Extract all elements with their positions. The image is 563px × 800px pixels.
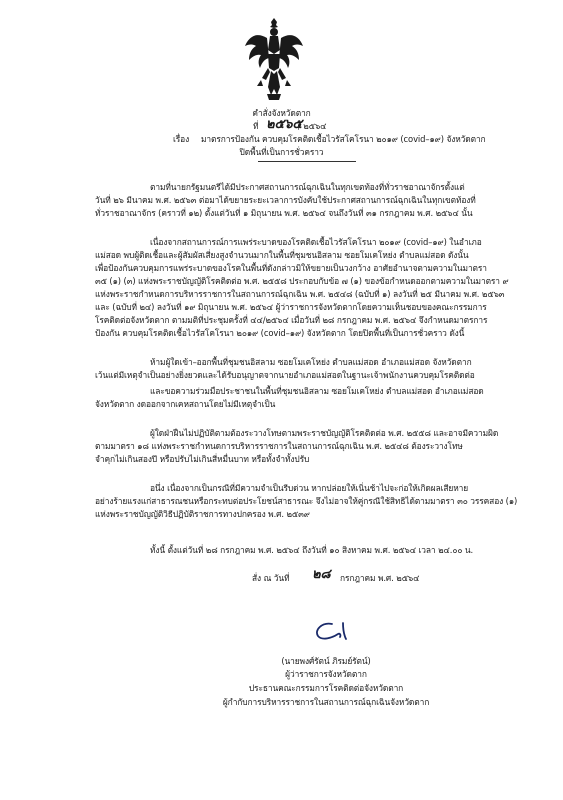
paragraph-line: วันที่ ๒๖ มีนาคม พ.ศ. ๒๕๖๓ ต่อมาได้ขยายระยะเวลาการบังคับใช้ประกาศสถานการณ์ฉุกเฉินในทุกเขตท้องที่ [95,195,476,205]
paragraph-line: เว้นแต่มีเหตุจำเป็นอย่างยิ่งยวดและได้รับอนุญาตจากนายอำเภอแม่สอดในฐานะเจ้าพนักงานควบคุมโรคติดต่อ [95,370,475,380]
paragraph-line: แม่สอด พบผู้ติดเชื้อและผู้สัมผัสเสี่ยงสูงจำนวนมากในพื้นที่ชุมชนอิสลาม ซอยโมเคโหย่ง ตำบลแม่สอด ดังนั้น [95,250,469,260]
order-title: คำสั่งจังหวัดตาก [252,108,311,118]
paragraph-line: จำคุกไม่เกินสองปี หรือปรับไม่เกินสี่หมื่นบาท หรือทั้งจำทั้งปรับ [95,454,310,464]
subject-line-1: มาตรการป้องกัน ควบคุมโรคติดเชื้อไวรัสโคโรนา ๒๐๑๙ (covid–๑๙) จังหวัดตาก [201,134,486,144]
paragraph-line: จังหวัดตาก งดออกจากเคหสถานโดยไม่มีเหตุจำเป็น [95,399,276,409]
garuda-emblem-icon [243,14,305,106]
paragraph-line: ห้ามผู้ใดเข้า–ออกพื้นที่ชุมชนอิสลาม ซอยโมเคโหย่ง ตำบลแม่สอด อำเภอแม่สอด จังหวัดตาก [150,357,472,367]
signer-position-3: ผู้กำกับการบริหารราชการในสถานการณ์ฉุกเฉินจังหวัดตาก [222,697,430,707]
paragraph-line: ทั่วราชอาณาจักร (คราวที่ ๑๒) ตั้งแต่วันที่ ๑ มิถุนายน พ.ศ. ๒๕๖๔ จนถึงวันที่ ๓๑ กรกฎาคม พ.ศ. ๒๕๖๔ นั้น [95,208,473,218]
paragraph-line: ผู้ใดฝ่าฝืนไม่ปฏิบัติตามต้องระวางโทษตามพระราชบัญญัติโรคติดต่อ พ.ศ. ๒๕๕๘ และอาจมีความผิด [150,428,499,438]
ordered-suffix: กรกฎาคม พ.ศ. ๒๕๖๔ [340,573,420,583]
signature-icon [310,620,352,642]
paragraph-line: อนึ่ง เนื่องจากเป็นกรณีที่มีความจำเป็นรีบด่วน หากปล่อยให้เนิ่นช้าไปจะก่อให้เกิดผลเสียหาย [150,483,469,493]
order-year: / ๒๕๖๔ [298,121,327,131]
effective-period: ทั้งนี้ ตั้งแต่วันที่ ๒๘ กรกฎาคม พ.ศ. ๒๕๖๔ ถึงวันที่ ๑๐ สิงหาคม พ.ศ. ๒๕๖๔ เวลา ๒๔.๐๐ น. [150,545,474,555]
signer-name: (นายพงศ์รัตน์ ภิรมย์รัตน์) [281,656,371,666]
paragraph-line: เนื่องจากสถานการณ์การแพร่ระบาดของโรคติดเชื้อไวรัสโคโรนา ๒๐๑๙ (covid–๑๙) ในอำเภอ [150,237,482,247]
paragraph-line: ๓๕ (๑) (๓) แห่งพระราชบัญญัติโรคติดต่อ พ.ศ. ๒๕๕๘ ประกอบกับข้อ ๗ (๑) ของข้อกำหนดออกตามความในมาตรา ๙ [95,276,509,286]
separator-line [258,161,356,162]
subject-label: เรื่อง [173,134,190,144]
ordered-prefix: สั่ง ณ วันที่ [252,573,290,583]
subject-line-2: ปิดพื้นที่เป็นการชั่วคราว [239,147,324,157]
paragraph-line: ตามมาตรา ๑๘ แห่งพระราชกำหนดการบริหารราชการในสถานการณ์ฉุกเฉิน พ.ศ. ๒๕๔๘ ต้องระวางโทษ [95,441,463,451]
signer-position-2: ประธานคณะกรรมการโรคติดต่อจังหวัดตาก [248,683,404,693]
paragraph-line: โรคติดต่อจังหวัดตาก ตามมติที่ประชุมครั้งที่ ๔๔/๒๕๖๔ เมื่อวันที่ ๒๘ กรกฎาคม พ.ศ. ๒๕๖๔ จึงกำหนดมาตรการ [95,315,488,325]
paragraph-line: ตามที่นายกรัฐมนตรีได้มีประกาศสถานการณ์ฉุกเฉินในทุกเขตท้องที่ทั่วราชอาณาจักรตั้งแต่ [150,182,465,192]
order-number-prefix: ที่ [253,121,259,131]
paragraph-line: และขอความร่วมมือประชาชนในพื้นที่ชุมชนอิสลาม ซอยโมเคโหย่ง ตำบลแม่สอด อำเภอแม่สอด [150,386,484,396]
paragraph-line: แห่งพระราชกำหนดการบริหารราชการในสถานการณ์ฉุกเฉิน พ.ศ. ๒๕๔๘ (ฉบับที่ ๑) ลงวันที่ ๒๕ มีนาคม พ.ศ. ๒๕๖๓ [95,289,505,299]
paragraph-line: ป้องกัน ควบคุมโรคติดเชื้อไวรัสโคโรนา ๒๐๑๙ (covid–๑๙) จังหวัดตาก โดยปิดพื้นที่เป็นการชั่วคราว ดังนี้ [95,328,465,338]
paragraph-line: แห่งพระราชบัญญัติวิธีปฏิบัติราชการทางปกครอง พ.ศ. ๒๕๓๙ [95,509,310,519]
paragraph-line: อย่างร้ายแรงแก่สาธารณชนหรือกระทบต่อประโยชน์สาธารณะ จึงไม่อาจให้คู่กรณีใช้สิทธิได้ตามมาตรา ๓๐ วรรคสอง (๑) [95,496,518,506]
paragraph-line: เพื่อป้องกันควบคุมการแพร่ระบาดของโรคในพื้นที่ดังกล่าวมิให้ขยายเป็นวงกว้าง อาศัยอำนาจตามความในมาตรา [95,263,487,273]
ordered-day: ๒๘ [312,567,331,582]
signer-position-1: ผู้ว่าราชการจังหวัดตาก [285,669,367,679]
order-number: ๒๕๖๕ [266,117,303,132]
paragraph-line: และ (ฉบับที่ ๒๔) ลงวันที่ ๑๙ มิถุนายน พ.ศ. ๒๕๖๔ ผู้ว่าราชการจังหวัดตากโดยความเห็นชอบของคณะกรรมการ [95,302,487,312]
